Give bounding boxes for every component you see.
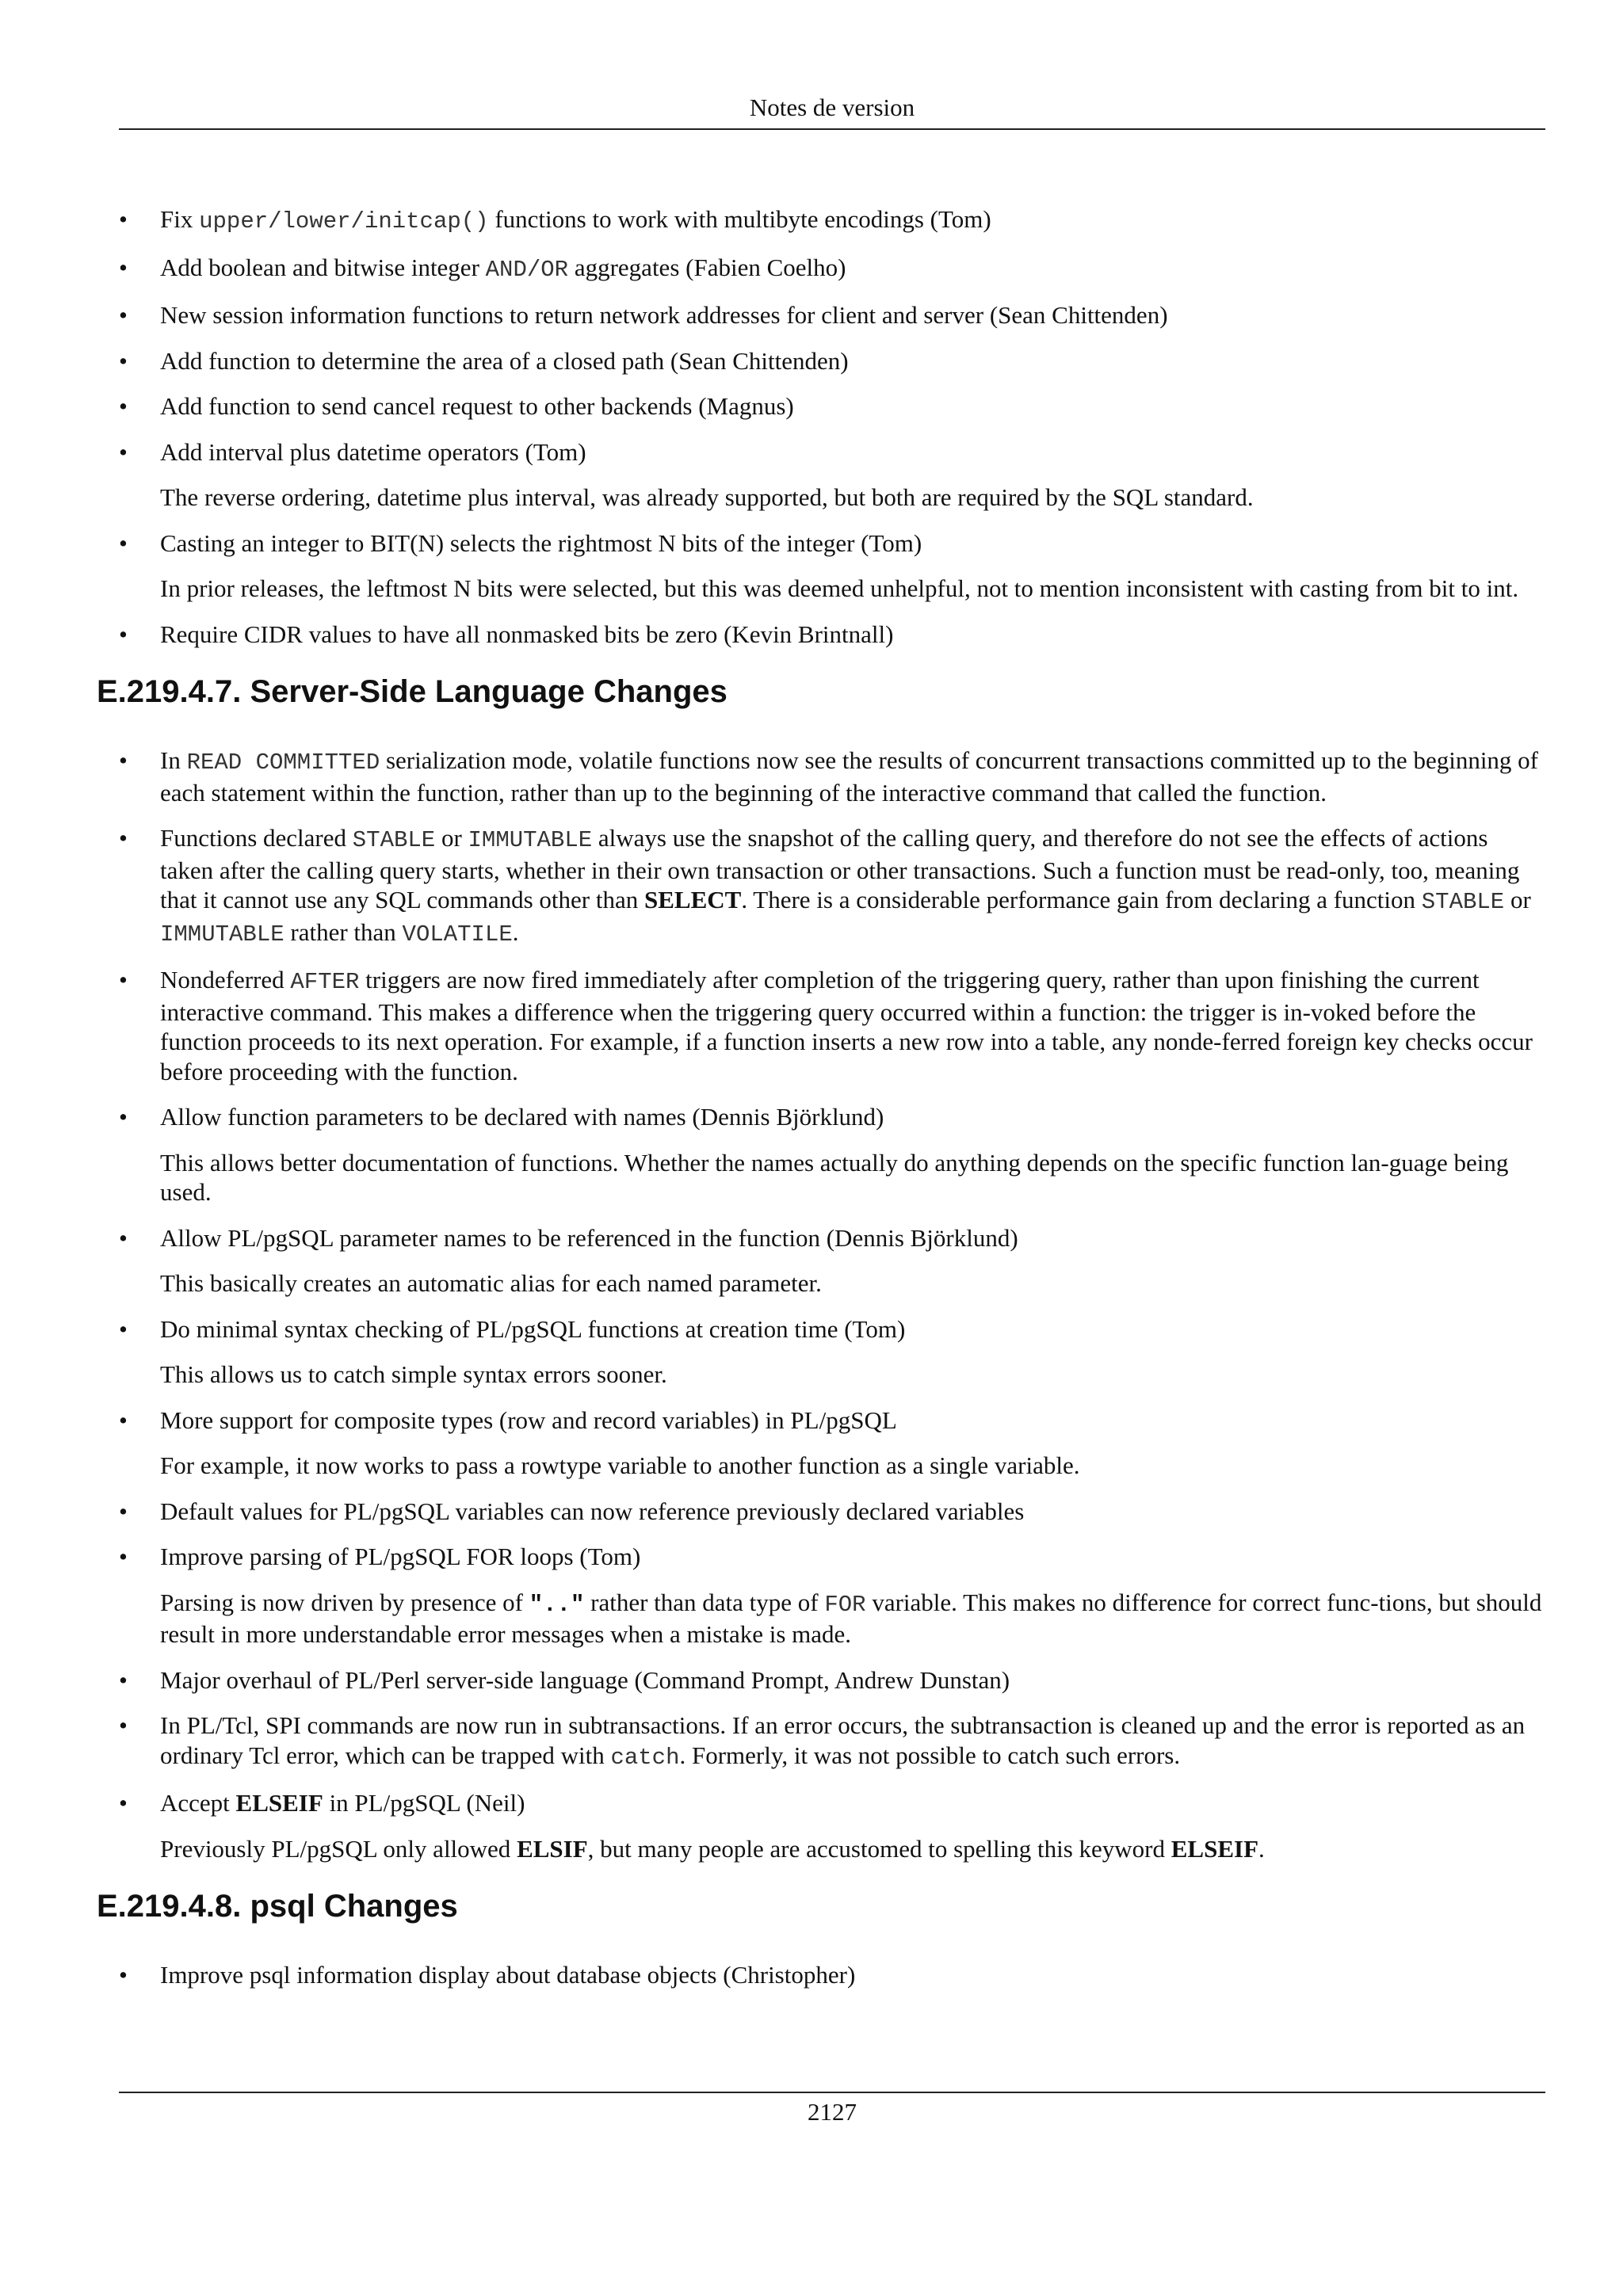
item-note: Previously PL/pgSQL only allowed ELSIF, but many people are accustomed to spelling this keyword ELSEIF. [160,1834,1265,1863]
footer-rule [119,2092,1545,2093]
inline-code: upper/lower/initcap() [199,208,489,235]
section-heading: E.219.4.7. Server-Side Language Changes [97,674,727,709]
section-heading: E.219.4.8. psql Changes [97,1889,458,1924]
inline-code: catch [610,1744,680,1771]
list-item: • In PL/Tcl, SPI commands are now run in subtransactions. If an error occurs, the subtransaction is cleaned up and the error is reported as an ordinary Tcl error, which can be trapped with catch. Formerly, it was not possible to catch such errors. [119,1711,1526,1771]
bullet: • [119,620,128,648]
list-item: • Add interval plus datetime operators (Tom) The reverse ordering, datetime plus interval, was already supported, but both are required by the SQL standard. [119,437,1545,513]
list-item: • Require CIDR values to have all nonmasked bits be zero (Kevin Brintnall) [119,620,894,648]
bullet: • [119,253,128,281]
inline-code: FOR [824,1591,866,1618]
bold-keyword: ELSEIF [235,1789,323,1817]
inline-code: IMMUTABLE [468,827,593,853]
bullet: • [119,966,128,994]
list-item: • Accept ELSEIF in PL/pgSQL (Neil) Previously PL/pgSQL only allowed ELSIF, but many people are accustomed to spelling this keyword ELSEIF. [119,1788,1545,1863]
bold-keyword: ELSIF [517,1834,588,1863]
list-item: • Add boolean and bitwise integer AND/OR aggregates (Fabien Coelho) [119,253,846,283]
item-note: This allows better documentation of functions. Whether the names actually do anything depends on the specific function lan-guage being used. [160,1148,1509,1206]
bullet: • [119,437,128,466]
bullet: • [119,392,128,420]
list-item: • Default values for PL/pgSQL variables can now reference previously declared variables [119,1497,1025,1525]
inline-code: ".." [529,1591,585,1618]
bullet: • [119,1711,128,1739]
bold-keyword: SELECT [643,886,742,913]
item-note: In prior releases, the leftmost N bits were selected, but this was deemed unhelpful, not to mention inconsistent with casting from bit to int. [160,574,1519,602]
inline-code: STABLE [352,827,436,853]
list-item: • Improve parsing of PL/pgSQL FOR loops (Tom) Parsing is now driven by presence of ".." rather than data type of FOR variable. This makes no difference for correct func-tions, but should result in more understandable error messages when a mistake is made. [119,1542,1545,1650]
bullet: • [119,1223,128,1252]
list-item: • Allow PL/pgSQL parameter names to be referenced in the function (Dennis Björklund) This basically creates an automatic alias for each named parameter. [119,1223,1545,1299]
list-item: • Do minimal syntax checking of PL/pgSQL functions at creation time (Tom) This allows us to catch simple syntax errors sooner. [119,1314,1545,1390]
bullet: • [119,1543,128,1570]
psql-changes-list [119,1960,1545,1990]
bullet: • [119,1665,128,1694]
inline-code: IMMUTABLE [160,921,285,948]
list-item: • More support for composite types (row and record variables) in PL/pgSQL For example, it now works to pass a rowtype variable to another function as a single variable. [119,1405,1545,1481]
inline-code: VOLATILE [402,921,513,948]
list-item: • Improve psql information display about database objects (Christopher) [119,1961,856,1989]
inline-code: AFTER [290,969,360,995]
bullet: • [119,528,128,557]
list-item: • Fix upper/lower/initcap() functions to work with multibyte encodings (Tom) [119,205,991,235]
bullet: • [119,746,128,774]
bullet: • [119,1103,128,1131]
list-item: • New session information functions to return network addresses for client and server (Sean Chittenden) [119,301,1168,329]
inline-code: STABLE [1421,889,1505,915]
page-number: 2127 [808,2098,857,2126]
bullet: • [119,346,128,375]
bullet: • [119,301,128,329]
header-rule [119,128,1545,130]
list-item: • Allow function parameters to be declared with names (Dennis Björklund) This allows better documentation of functions. Whether the names actually do anything depends on the specific function lan-guage being used. [119,1102,1545,1207]
bold-keyword: ELSEIF [1170,1834,1259,1863]
inline-code: AND [485,256,527,283]
list-item: • Casting an integer to BIT(N) selects the rightmost N bits of the integer (Tom) In prior releases, the leftmost N bits were selected, but this was deemed unhelpful, not to mention inconsistent with casting from bit to int. [119,528,1545,604]
item-note: Parsing is now driven by presence of ".." rather than data type of FOR variable. This makes no difference for correct func-tions, but should result in more understandable error messages when a mistake is made. [160,1588,1542,1648]
function-changes-list [119,204,1545,649]
running-header: Notes de version [749,93,915,121]
bullet: • [119,1497,128,1525]
server-side-language-list [119,746,1545,1863]
item-note: This basically creates an automatic alias for each named parameter. [160,1269,822,1297]
item-note: For example, it now works to pass a rowtype variable to another function as a single variable. [160,1451,1080,1479]
bullet: • [119,205,128,233]
page-content [97,204,1545,2006]
inline-code: OR [540,256,569,283]
list-item: • Add function to send cancel request to other backends (Magnus) [119,392,794,420]
item-note: This allows us to catch simple syntax errors sooner. [160,1360,667,1388]
list-item: • In READ COMMITTED serialization mode, volatile functions now see the results of concurrent transactions committed up to the beginning of each statement within the function, rather than up to the beginning of the interactive command that called the function. [119,746,1539,807]
bullet: • [119,1789,128,1817]
list-item: • Major overhaul of PL/Perl server-side language (Command Prompt, Andrew Dunstan) [119,1665,1010,1694]
bullet: • [119,1314,128,1343]
list-item: • Functions declared STABLE or IMMUTABLE always use the snapshot of the calling query, and therefore do not see the effects of actions taken after the calling query starts, whether in their own transaction or other transactions. Such a function must be read-only, too, meaning that it cannot use any SQL commands other than SELECT. There is a considerable performance gain from declaring a function STABLE or IMMUTABLE rather than VOLATILE. [119,824,1531,948]
list-item: • Nondeferred AFTER triggers are now fired immediately after completion of the triggering query, rather than upon finishing the current interactive command. This makes a difference when the triggering query occurred within a function: the trigger is in-voked before the function proceeds to its next operation. For example, if a function inserts a new row into a table, any nonde-ferred foreign key checks occur before proceeding with the function. [119,966,1533,1085]
bullet: • [119,824,128,852]
list-item: • Add function to determine the area of a closed path (Sean Chittenden) [119,346,849,375]
item-note: The reverse ordering, datetime plus interval, was already supported, but both are required by the SQL standard. [160,483,1254,511]
bullet: • [119,1405,128,1434]
bullet: • [119,1961,128,1989]
inline-code: READ COMMITTED [186,749,380,776]
